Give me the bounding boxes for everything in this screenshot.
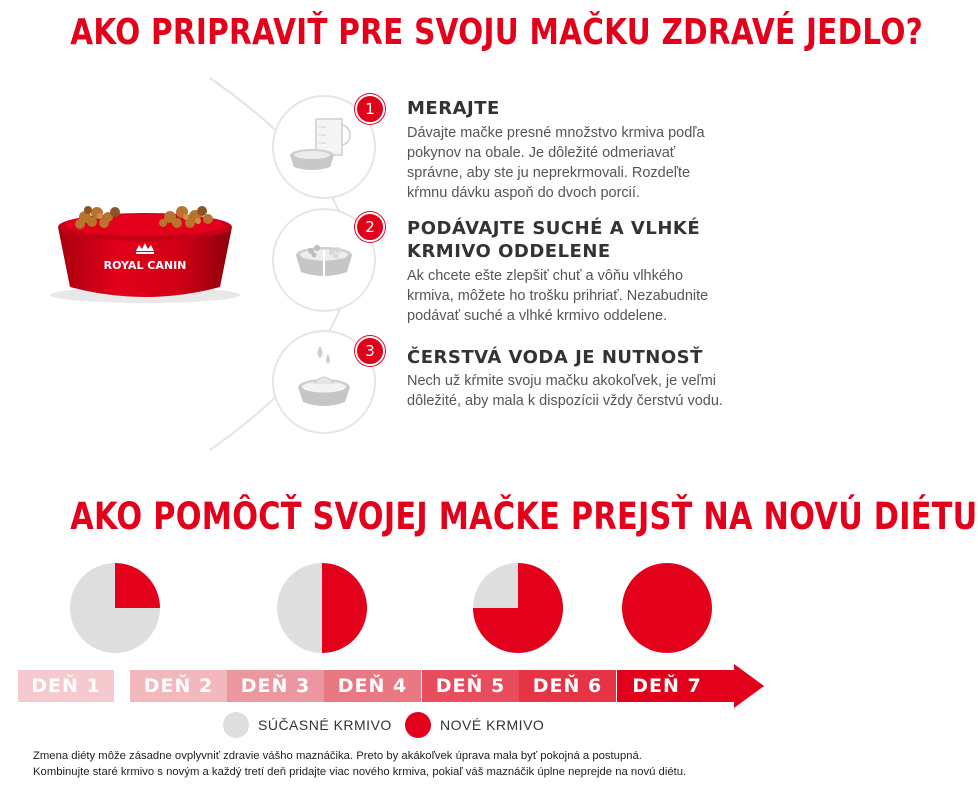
pie-new-slice bbox=[115, 563, 160, 608]
step-2-line: podávať suché a vlhké krmivo oddelene. bbox=[407, 308, 668, 324]
step-2-text bbox=[407, 266, 767, 326]
step-2-heading-line: KRMIVO ODDELENE bbox=[407, 241, 611, 262]
day-3: DEŇ 3 bbox=[227, 670, 324, 702]
step-1-line: kŕmnu dávku aspoň do dvoch porcií. bbox=[407, 185, 640, 201]
legend-new-dot bbox=[405, 712, 431, 738]
step-1-line: pokynov na obale. Je dôležité odmeriavať bbox=[407, 145, 676, 161]
day-2: DEŇ 2 bbox=[130, 670, 227, 702]
footnote-line: Zmena diéty môže zásadne ovplyvniť zdravie vášho maznáčika. Preto by akákoľvek úprava mala byť pokojná a postupná. bbox=[33, 750, 642, 762]
pie-new-slice bbox=[322, 563, 367, 653]
bowl-brand-text: ROYAL CANIN bbox=[103, 259, 187, 272]
legend-current-label: SÚČASNÉ KRMIVO bbox=[258, 717, 392, 733]
diet-title: AKO POMÔCŤ SVOJEJ MAČKE PREJSŤ NA NOVÚ DIÉTU bbox=[70, 495, 978, 538]
day-5: DEŇ 5 bbox=[422, 670, 519, 702]
days-arrow bbox=[18, 664, 764, 708]
step-1-heading: MERAJTE bbox=[407, 98, 500, 119]
day-1: DEŇ 1 bbox=[18, 670, 114, 702]
arrow-shaft bbox=[717, 670, 734, 702]
step-2-heading-line: PODÁVAJTE SUCHÉ A VLHKÉ bbox=[407, 218, 701, 239]
step-3-text bbox=[407, 371, 767, 411]
step-1-line: Dávajte mačke presné množstvo krmiva podľa bbox=[407, 125, 705, 141]
step-2-heading bbox=[407, 217, 700, 263]
pie-day-7 bbox=[622, 563, 712, 653]
day-4: DEŇ 4 bbox=[324, 670, 421, 702]
legend-new-label: NOVÉ KRMIVO bbox=[440, 717, 545, 733]
pie-day-5-6 bbox=[473, 563, 563, 653]
step-1-text bbox=[407, 123, 767, 203]
step-2-line: krmiva, môžete ho trošku prihriať. Nezabudnite bbox=[407, 288, 709, 304]
legend-current-dot bbox=[223, 712, 249, 738]
step-1-badge: 1 bbox=[355, 94, 385, 124]
footnote-line: Kombinujte staré krmivo s novým a každý tretí deň pridajte viac nového krmiva, pokiaľ váš maznáčik úplne neprejde na novú diétu. bbox=[33, 766, 687, 778]
step-3-heading: ČERSTVÁ VODA JE NUTNOSŤ bbox=[407, 347, 703, 368]
step-1-line: správne, aby ste ju neprekrmovali. Rozdeľte bbox=[407, 165, 691, 181]
pie-day-3-4 bbox=[277, 563, 367, 653]
pie-day-1-2 bbox=[70, 563, 160, 653]
step-2-line: Ak chcete ešte zlepšiť chuť a vôňu vlhkého bbox=[407, 268, 684, 284]
pie-current-slice bbox=[622, 563, 712, 653]
step-3-badge: 3 bbox=[355, 336, 385, 366]
day-7: DEŇ 7 bbox=[617, 670, 717, 702]
step-2-badge: 2 bbox=[355, 212, 385, 242]
top-title: AKO PRIPRAVIŤ PRE SVOJU MAČKU ZDRAVÉ JEDLO? bbox=[70, 12, 924, 53]
step-3-line: Nech už kŕmite svoju mačku akokoľvek, je veľmi bbox=[407, 373, 717, 389]
arrow-head-icon bbox=[734, 664, 764, 708]
day-6: DEŇ 6 bbox=[519, 670, 616, 702]
step-3-line: dôležité, aby mala k dispozícii vždy čerstvú vodu. bbox=[407, 393, 723, 409]
